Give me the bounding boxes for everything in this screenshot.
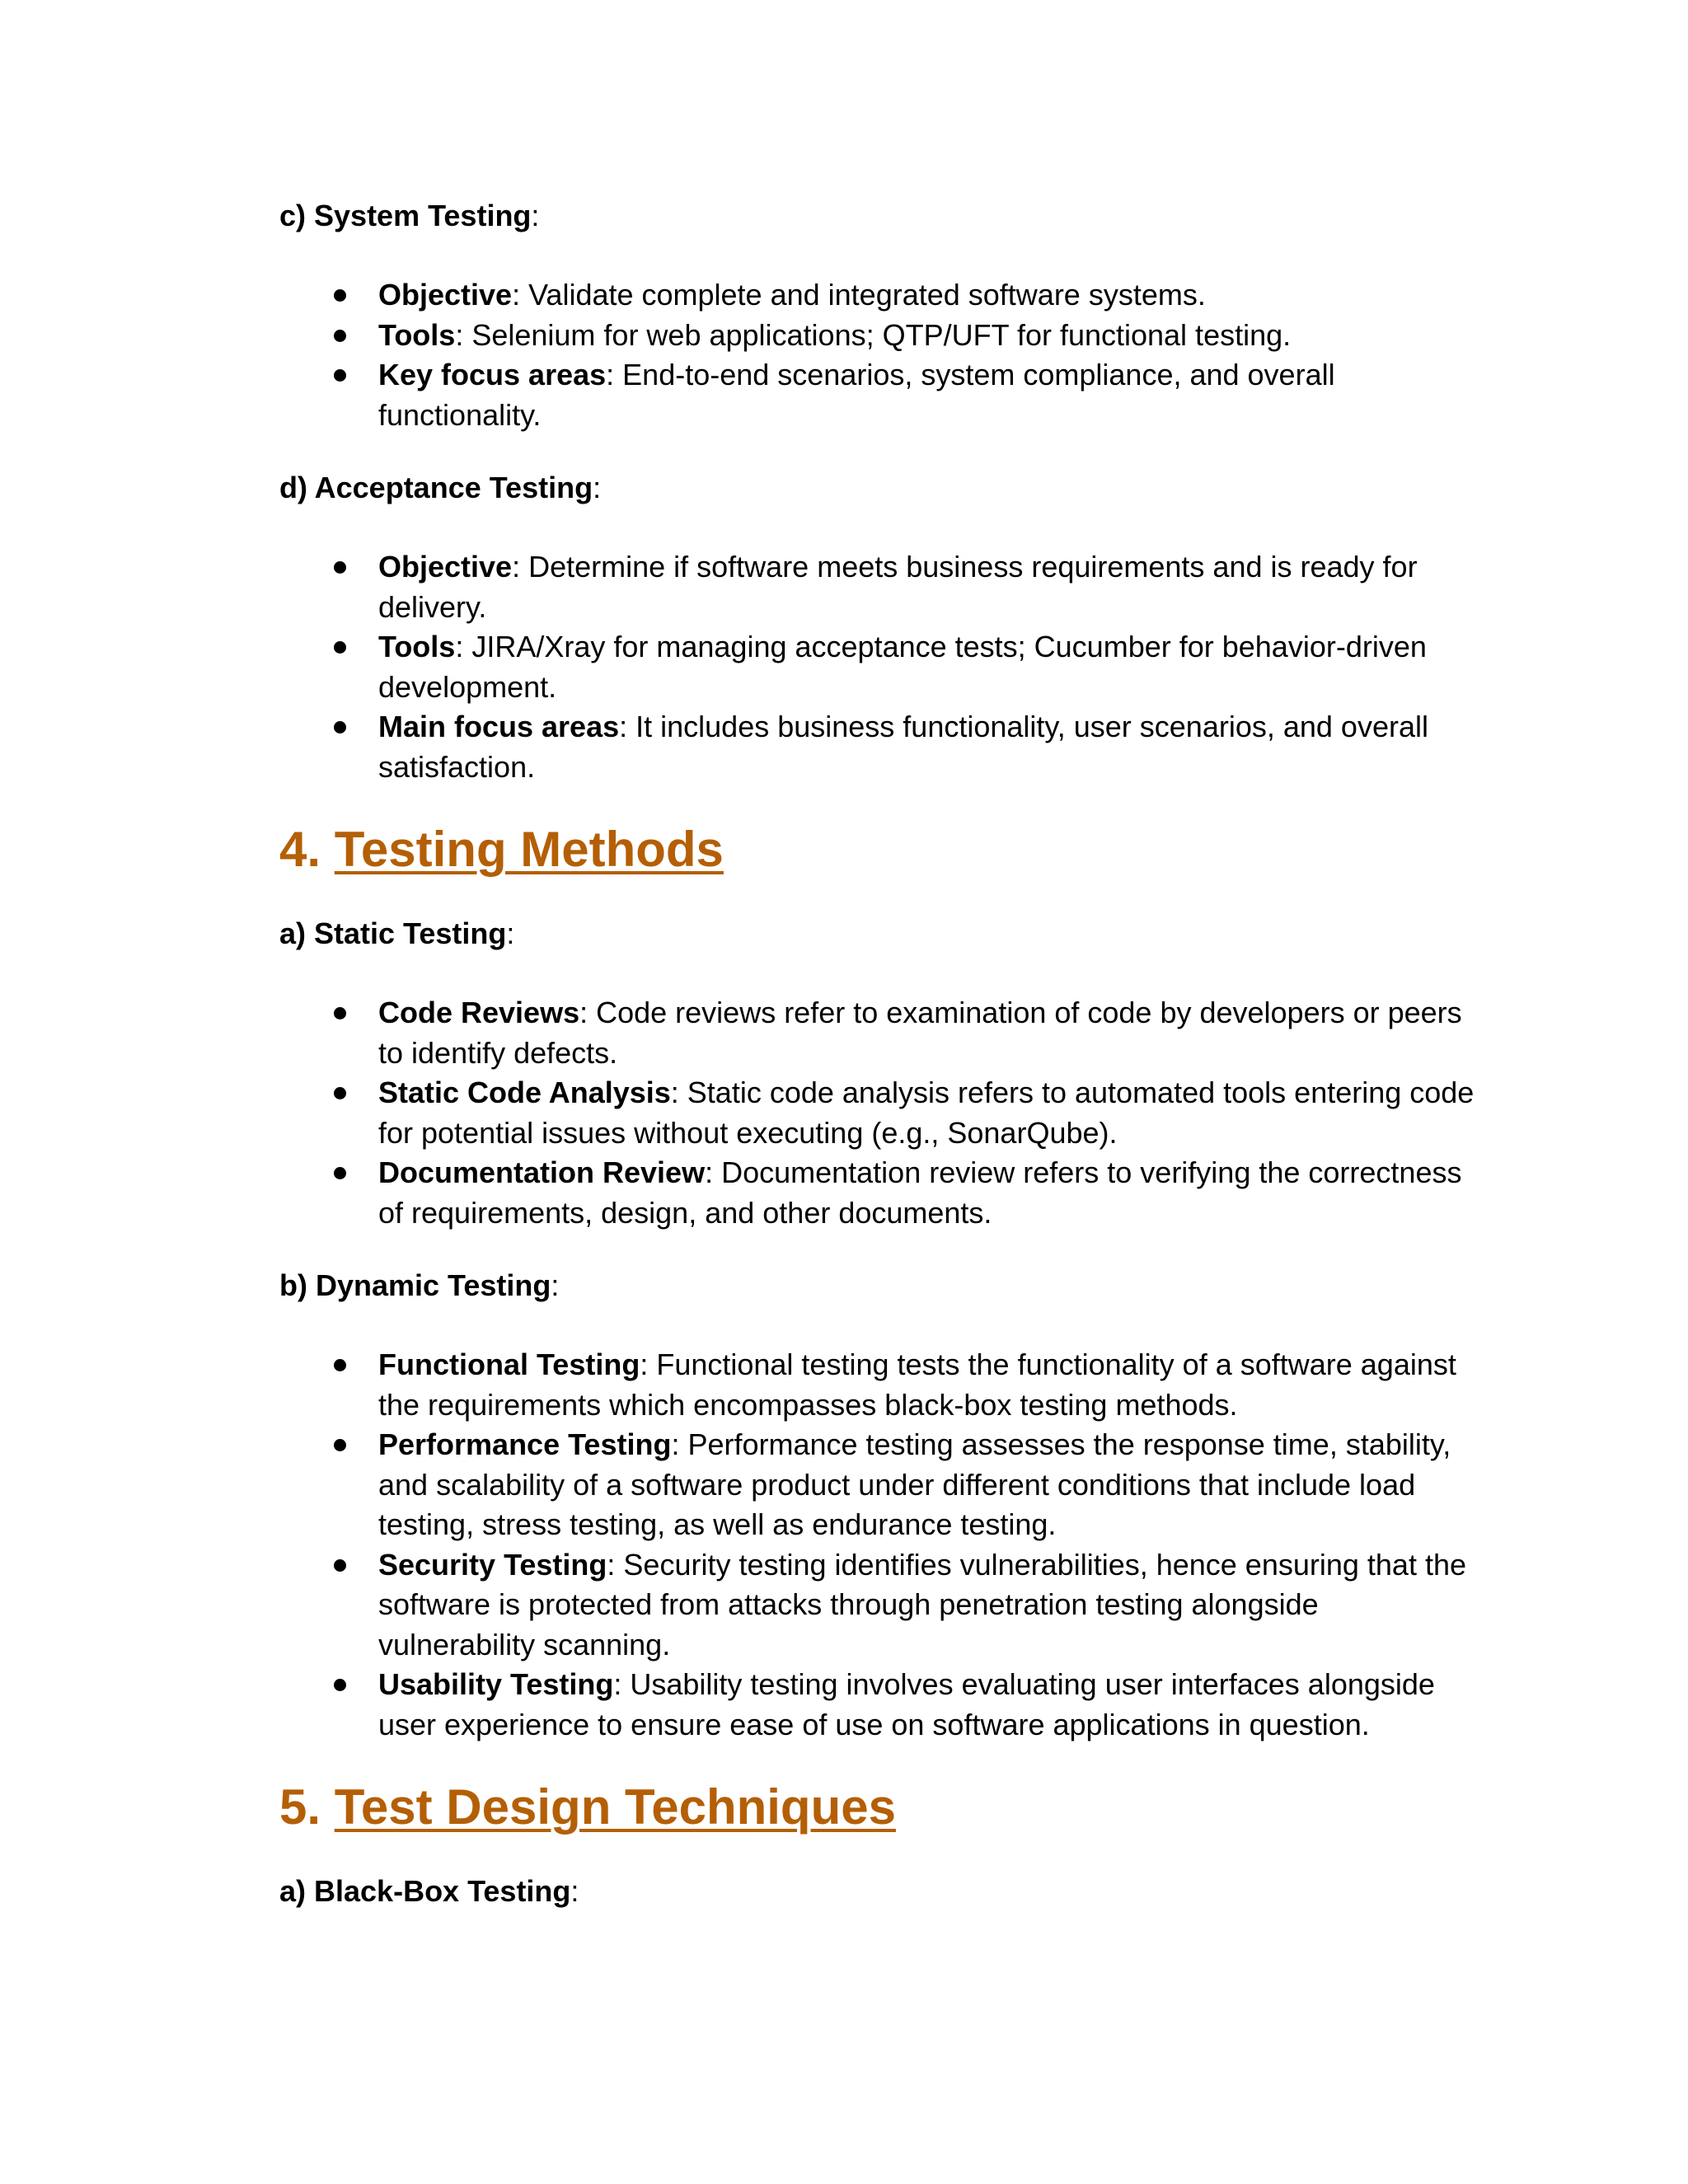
bullet-term: Static Code Analysis: [378, 1076, 671, 1109]
subheading-acceptance-testing: d) Acceptance Testing:: [279, 471, 602, 504]
bullet-icon: [334, 721, 346, 733]
list-item: [279, 316, 1483, 356]
bullet-icon: [334, 1087, 346, 1099]
subheading-static-testing: a) Static Testing:: [279, 916, 515, 950]
bullet-term: Performance Testing: [378, 1427, 672, 1461]
bullet-icon: [334, 561, 346, 574]
bullet-icon: [334, 289, 346, 302]
bullet-text: : JIRA/Xray for managing acceptance tests; Cucumber for behavior-driven development.: [378, 630, 1427, 704]
list-item: [279, 1345, 1483, 1425]
subheading-black-box-testing: a) Black-Box Testing:: [279, 1874, 579, 1908]
list-item: [279, 547, 1483, 627]
bullet-term: Tools: [378, 630, 456, 663]
bullet-text: : Static code analysis refers to automated tools entering code for potential issues without executing (e.g., SonarQube).: [378, 1076, 1475, 1150]
subheading-system-testing: c) System Testing:: [279, 199, 540, 232]
list-item: [279, 1425, 1483, 1545]
bullet-list-system-testing: [279, 275, 1483, 435]
bullet-text: : Security testing identifies vulnerabilities, hence ensuring that the software is protected from attacks through penetration testing alongside vulnerability scanning.: [378, 1547, 1466, 1661]
bullet-term: Functional Testing: [378, 1347, 640, 1381]
bullet-icon: [334, 1359, 346, 1371]
bullet-text: : Determine if software meets business requirements and is ready for delivery.: [378, 550, 1418, 624]
bullet-term: Security Testing: [378, 1547, 607, 1582]
section-title: Test Design Techniques: [334, 1779, 896, 1835]
list-item: [279, 1545, 1483, 1666]
list-item: [279, 1073, 1483, 1153]
subheading-label: c) System Testing: [279, 199, 532, 232]
bullet-icon: [334, 1439, 346, 1451]
subheading-label: b) Dynamic Testing: [279, 1268, 551, 1302]
section-heading-test-design-techniques: [279, 1778, 1483, 1837]
bullet-icon: [334, 1007, 346, 1019]
bullet-list-acceptance-testing: [279, 547, 1483, 787]
section-title: Testing Methods: [334, 822, 724, 877]
bullet-term: Code Reviews: [378, 996, 580, 1029]
bullet-text: : Functional testing tests the functionality of a software against the requirements which encompasses black-box testing methods.: [378, 1347, 1456, 1422]
bullet-term: Documentation Review: [378, 1155, 706, 1189]
bullet-icon: [334, 330, 346, 342]
list-item: [279, 707, 1483, 787]
bullet-text: : End-to-end scenarios, system compliance, and overall functionality.: [378, 358, 1335, 432]
bullet-text: : Documentation review refers to verifying the correctness of requirements, design, and other documents.: [378, 1155, 1462, 1230]
bullet-icon: [334, 1167, 346, 1179]
list-item: [279, 993, 1483, 1073]
list-item: [279, 355, 1483, 435]
section-number: 5.: [279, 1779, 321, 1835]
document-content: [279, 196, 1483, 1911]
section-number: 4.: [279, 822, 321, 877]
bullet-icon: [334, 641, 346, 654]
list-item: [279, 1153, 1483, 1233]
bullet-text: : Usability testing involves evaluating user interfaces alongside user experience to ensure ease of use on software applications in question.: [378, 1667, 1435, 1741]
bullet-text: : Selenium for web applications; QTP/UFT for functional testing.: [455, 317, 1292, 352]
bullet-term: Key focus areas: [378, 358, 607, 391]
bullet-text: : Performance testing assesses the response time, stability, and scalability of a software product under different conditions that include load testing, stress testing, as well as endurance testing.: [378, 1427, 1451, 1541]
bullet-term: Objective: [378, 278, 513, 312]
subheading-label: a) Static Testing: [279, 916, 507, 950]
list-item: [279, 275, 1483, 316]
list-item: [279, 1665, 1483, 1745]
bullet-text: : Validate complete and integrated software systems.: [512, 278, 1206, 312]
section-heading-testing-methods: [279, 820, 1483, 879]
bullet-term: Objective: [378, 550, 513, 583]
subheading-label: a) Black-Box Testing: [279, 1874, 571, 1908]
bullet-list-dynamic-testing: [279, 1345, 1483, 1745]
bullet-term: Usability Testing: [378, 1667, 614, 1701]
bullet-text: : It includes business functionality, user scenarios, and overall satisfaction.: [378, 710, 1428, 784]
subheading-dynamic-testing: b) Dynamic Testing:: [279, 1268, 560, 1302]
bullet-icon: [334, 369, 346, 382]
bullet-icon: [334, 1679, 346, 1691]
bullet-text: : Code reviews refer to examination of code by developers or peers to identify defects.: [378, 996, 1462, 1070]
list-item: [279, 627, 1483, 707]
bullet-term: Main focus areas: [378, 710, 620, 743]
subheading-label: d) Acceptance Testing: [279, 471, 593, 504]
bullet-list-static-testing: [279, 993, 1483, 1233]
bullet-icon: [334, 1559, 346, 1572]
bullet-term: Tools: [378, 317, 456, 352]
